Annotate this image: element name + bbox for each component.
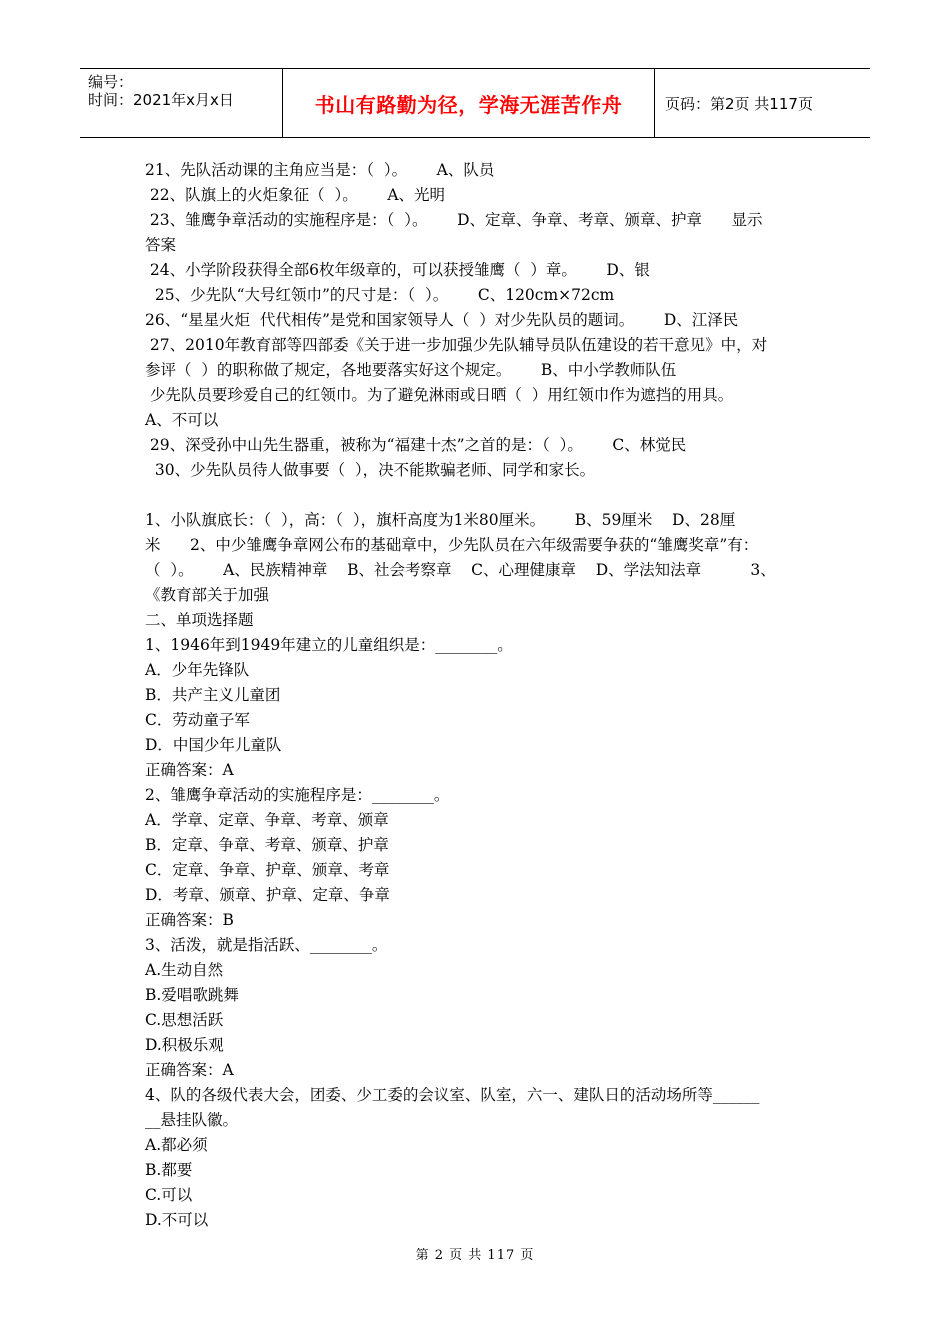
- text-line: 23、雏鹰争章活动的实施程序是：（ ）。 D、定章、争章、考章、颁章、护章 显示: [145, 211, 763, 229]
- text-line: 25、少先队“大号红领巾”的尺寸是：（ ）。 C、120cm×72cm: [145, 286, 615, 304]
- number-label: 编号：: [88, 73, 134, 91]
- header-page-info: 页码：第2页 共117页: [665, 94, 813, 113]
- text-line: B．共产主义儿童团: [145, 686, 281, 704]
- text-line: 少先队员要珍爱自己的红领巾。为了避免淋雨或日晒（ ）用红领巾作为遮挡的用具。: [145, 386, 734, 404]
- text-line: 3、活泼，就是指活跃、________。: [145, 936, 388, 954]
- text-line: 30、少先队员待人做事要（ ），决不能欺骗老师、同学和家长。: [145, 461, 596, 479]
- text-line: __悬挂队徽。: [145, 1111, 239, 1129]
- page-footer: 第 2 页 共 117 页: [415, 1248, 535, 1263]
- text-line: A、不可以: [145, 411, 219, 429]
- text-line: 29、深受孙中山先生器重，被称为“福建十杰”之首的是：（ ）。 C、林觉民: [145, 436, 687, 454]
- text-line: 21、先队活动课的主角应当是：（ ）。 A、队员: [145, 161, 495, 179]
- text-line: 2、雏鹰争章活动的实施程序是：________。: [145, 786, 450, 804]
- text-line: B．定章、争章、考章、颁章、护章: [145, 836, 389, 854]
- blank-line: [145, 483, 810, 508]
- text-line: 24、小学阶段获得全部6枚年级章的，可以获授雏鹰（ ）章。 D、银: [145, 261, 650, 279]
- text-line: A．学章、定章、争章、考章、颁章: [145, 811, 389, 829]
- text-line: C．劳动童子军: [145, 711, 250, 729]
- text-line: C．定章、争章、护章、颁章、考章: [145, 861, 390, 879]
- text-line: B.都要: [145, 1161, 193, 1179]
- time-label: 时间：2021年x月x日: [88, 91, 234, 109]
- text-line: 答案: [145, 236, 177, 254]
- text-line: 《教育部关于加强: [145, 586, 270, 604]
- text-line: 4、队的各级代表大会，团委、少工委的会议室、队室，六一、建队日的活动场所等______: [145, 1086, 760, 1104]
- text-line: A．少年先锋队: [145, 661, 250, 679]
- header-motto: 书山有路勤为径，学海无涯苦作舟: [314, 92, 623, 117]
- text-line: B.爱唱歌跳舞: [145, 986, 239, 1004]
- text-line: C.可以: [145, 1186, 193, 1204]
- text-line: 二、单项选择题: [145, 611, 254, 629]
- text-line: D.不可以: [145, 1211, 209, 1229]
- text-line: 1、1946年到1949年建立的儿童组织是：________。: [145, 636, 513, 654]
- document-body: [145, 158, 810, 1233]
- text-line: D．中国少年儿童队: [145, 736, 282, 754]
- text-line: 正确答案：A: [145, 1061, 234, 1079]
- text-line: 1、小队旗底长：（ ），高：（ ），旗杆高度为1米80厘米。 B、59厘米 D、28厘: [145, 511, 736, 529]
- text-line: 正确答案：B: [145, 911, 234, 929]
- text-line: 27、2010年教育部等四部委《关于进一步加强少先队辅导员队伍建设的若干意见》中，对: [145, 336, 768, 354]
- text-line: C.思想活跃: [145, 1011, 224, 1029]
- header-meta: [80, 69, 282, 137]
- document-header: [80, 68, 870, 138]
- text-line: 参评（ ）的职称做了规定，各地要落实好这个规定。 B、中小学教师队伍: [145, 361, 677, 379]
- text-line: D．考章、颁章、护章、定章、争章: [145, 886, 390, 904]
- text-line: 正确答案：A: [145, 761, 234, 779]
- header-motto-cell: [282, 69, 655, 137]
- text-line: 26、“星星火炬 代代相传”是党和国家领导人（ ）对少先队员的题词。 D、江泽民: [145, 311, 739, 329]
- text-line: 米 2、中少雏鹰争章网公布的基础章中，少先队员在六年级需要争获的“雏鹰奖章”有：: [145, 536, 759, 554]
- text-line: A.生动自然: [145, 961, 224, 979]
- text-line: D.积极乐观: [145, 1036, 224, 1054]
- text-line: （ ）。 A、民族精神章 B、社会考察章 C、心理健康章 D、学法知法章 3、: [145, 561, 776, 579]
- text-line: 22、队旗上的火炬象征（ ）。 A、光明: [145, 186, 446, 204]
- text-line: A.都必须: [145, 1136, 208, 1154]
